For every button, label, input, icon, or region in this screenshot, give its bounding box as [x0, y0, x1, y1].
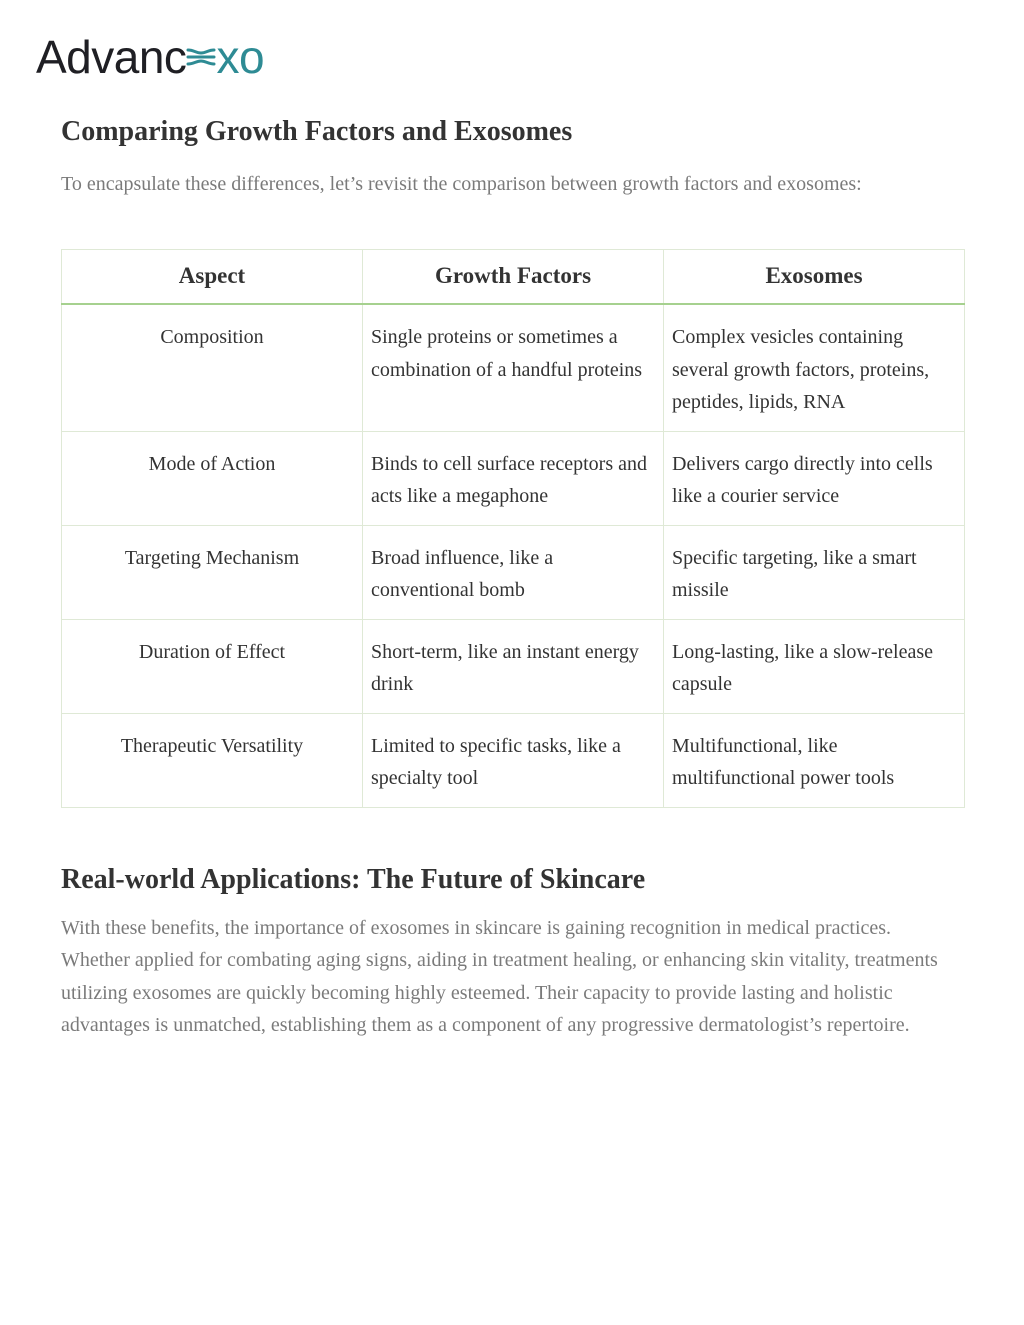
- growth-factors-cell: Limited to specific tasks, like a specialty tool: [363, 713, 664, 807]
- table-row: [62, 619, 965, 713]
- comparison-table: [61, 249, 965, 808]
- table-row: [62, 713, 965, 807]
- column-header-aspect: Aspect: [62, 249, 363, 304]
- comparison-intro: To encapsulate these differences, let’s revisit the comparison between growth factors and exosomes:: [61, 173, 862, 195]
- exosomes-cell: Delivers cargo directly into cells like a courier service: [664, 431, 965, 525]
- table-header-row: [62, 249, 965, 304]
- logo-text-secondary: xo: [216, 31, 265, 83]
- growth-factors-cell: Broad influence, like a conventional bomb: [363, 525, 664, 619]
- aspect-cell: Composition: [62, 304, 363, 431]
- exosomes-cell: Long-lasting, like a slow-release capsule: [664, 619, 965, 713]
- growth-factors-cell: Short-term, like an instant energy drink: [363, 619, 664, 713]
- comparison-heading: Comparing Growth Factors and Exosomes: [61, 116, 573, 147]
- growth-factors-cell: Binds to cell surface receptors and acts like a megaphone: [363, 431, 664, 525]
- applications-heading: Real-world Applications: The Future of Skincare: [61, 863, 646, 895]
- article-content: [61, 114, 964, 1042]
- exosomes-cell: Complex vesicles containing several growth factors, proteins, peptides, lipids, RNA: [664, 304, 965, 431]
- logo-text-primary: Advanc: [36, 31, 187, 83]
- aspect-cell: Therapeutic Versatility: [62, 713, 363, 807]
- aspect-cell: Duration of Effect: [62, 619, 363, 713]
- aspect-cell: Mode of Action: [62, 431, 363, 525]
- growth-factors-cell: Single proteins or sometimes a combination of a handful proteins: [363, 304, 664, 431]
- applications-paragraph: With these benefits, the importance of exosomes in skincare is gaining recognition in medical practices. Whether applied for combating aging signs, aiding in treatment healing, or enhancing skin vitality, treatments utilizing exosomes are quickly becoming highly esteemed. Their capacity to provide lasting and holistic advantages is unmatched, establishing them as a component of any progressive dermatologist’s repertoire.: [61, 916, 938, 1036]
- aspect-cell: Targeting Mechanism: [62, 525, 363, 619]
- table-row: [62, 431, 965, 525]
- table-row: [62, 304, 965, 431]
- column-header-growth-factors: Growth Factors: [363, 249, 664, 304]
- brand-logo: [36, 31, 265, 83]
- table-row: [62, 525, 965, 619]
- exosomes-cell: Multifunctional, like multifunctional power tools: [664, 713, 965, 807]
- exosome-mark-icon: [184, 42, 218, 72]
- column-header-exosomes: Exosomes: [664, 249, 965, 304]
- exosomes-cell: Specific targeting, like a smart missile: [664, 525, 965, 619]
